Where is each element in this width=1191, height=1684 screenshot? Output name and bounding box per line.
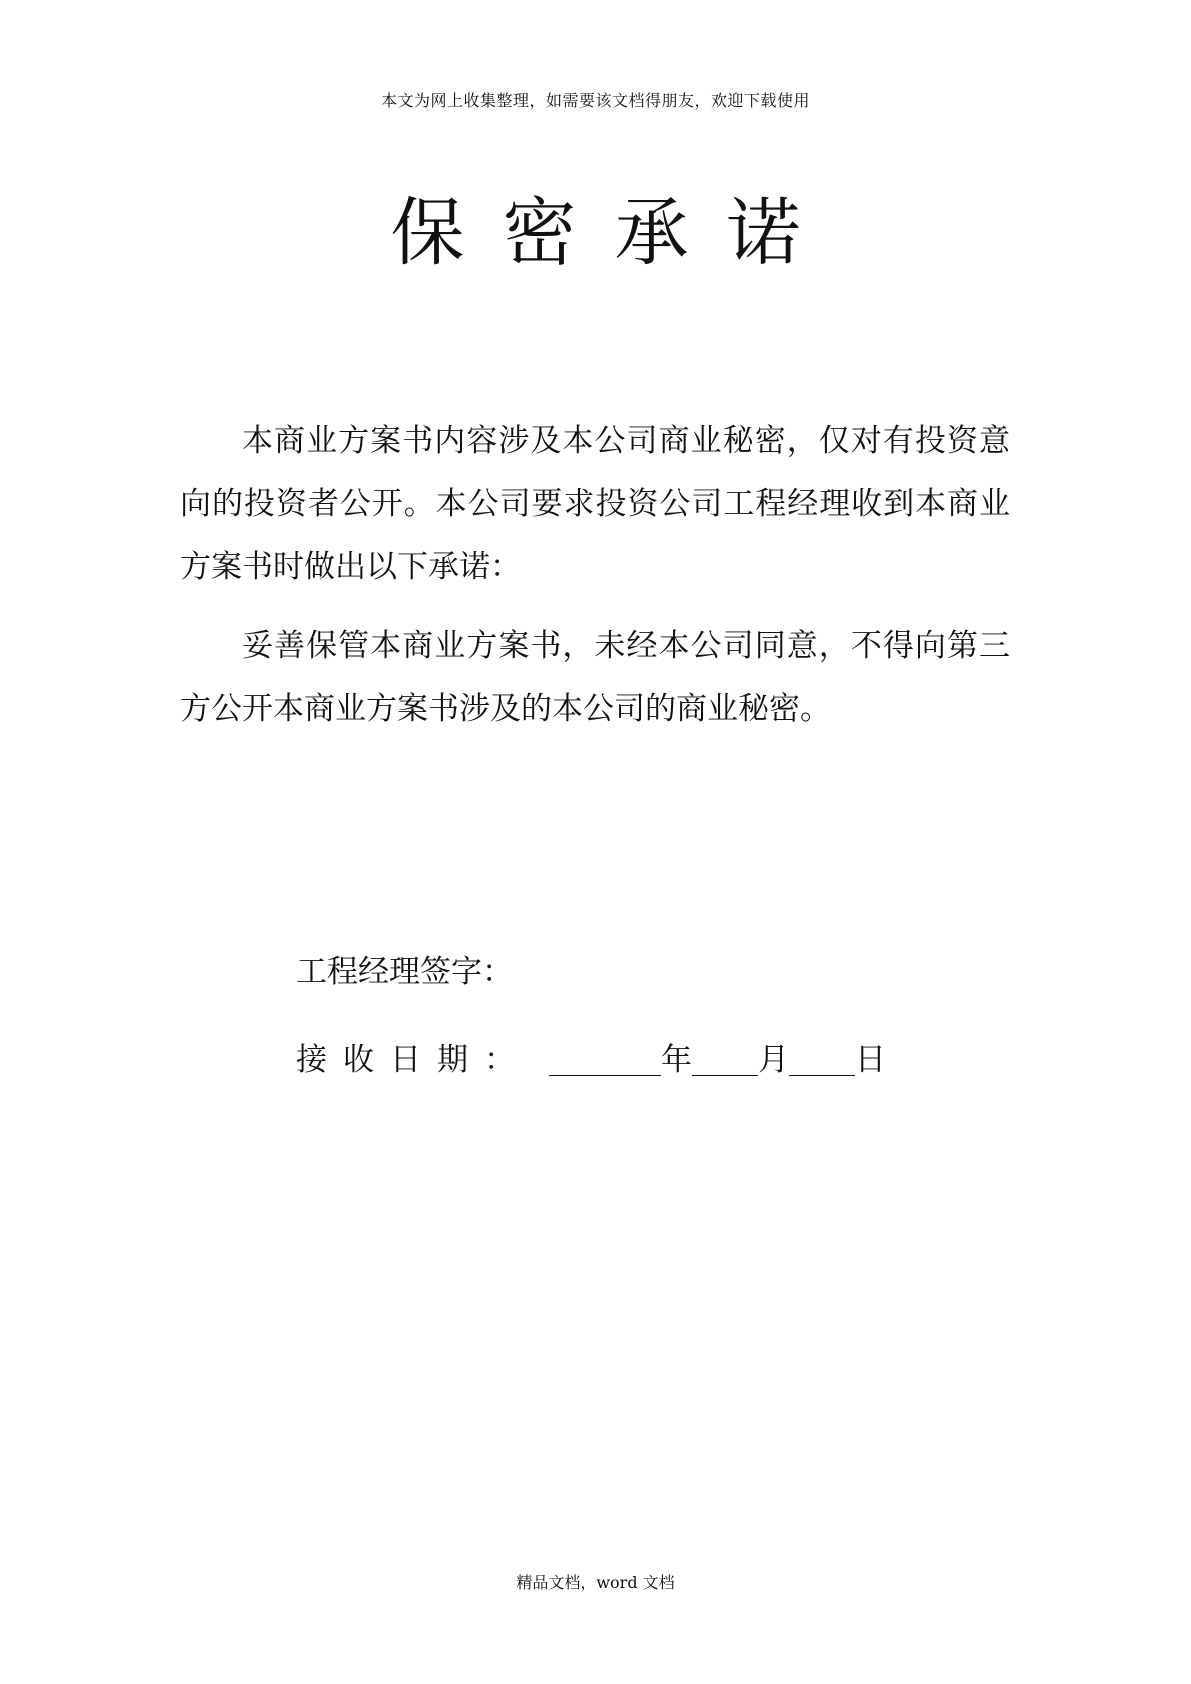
year-label: 年: [661, 1042, 692, 1078]
header-note: 本文为网上收集整理，如需要该文档得朋友，欢迎下载使用: [380, 91, 810, 110]
signature-label: 工程经理签字：: [296, 954, 513, 990]
paragraph-confidentiality-scope: 本商业方案书内容涉及本公司商业秘密，仅对有投资意向的投资者公开。本公司要求投资公司工程经理收到本商业方案书时做出以下承诺：: [180, 423, 1010, 585]
document-title: 保密承诺: [390, 190, 839, 276]
year-blank: [549, 1045, 661, 1076]
month-blank: [692, 1045, 758, 1076]
day-label: 日: [855, 1042, 886, 1078]
signature-line: [296, 952, 513, 992]
month-label: 月: [758, 1042, 789, 1078]
footer-note: 精品文档，word 文档: [516, 1573, 675, 1592]
day-blank: [789, 1045, 855, 1076]
paragraph-commitment: 妥善保管本商业方案书，未经本公司同意，不得向第三方公开本商业方案书涉及的本公司的商业秘密。: [180, 628, 1010, 727]
date-label: 接收日期：: [296, 1042, 531, 1078]
receipt-date-line: [296, 1040, 886, 1080]
